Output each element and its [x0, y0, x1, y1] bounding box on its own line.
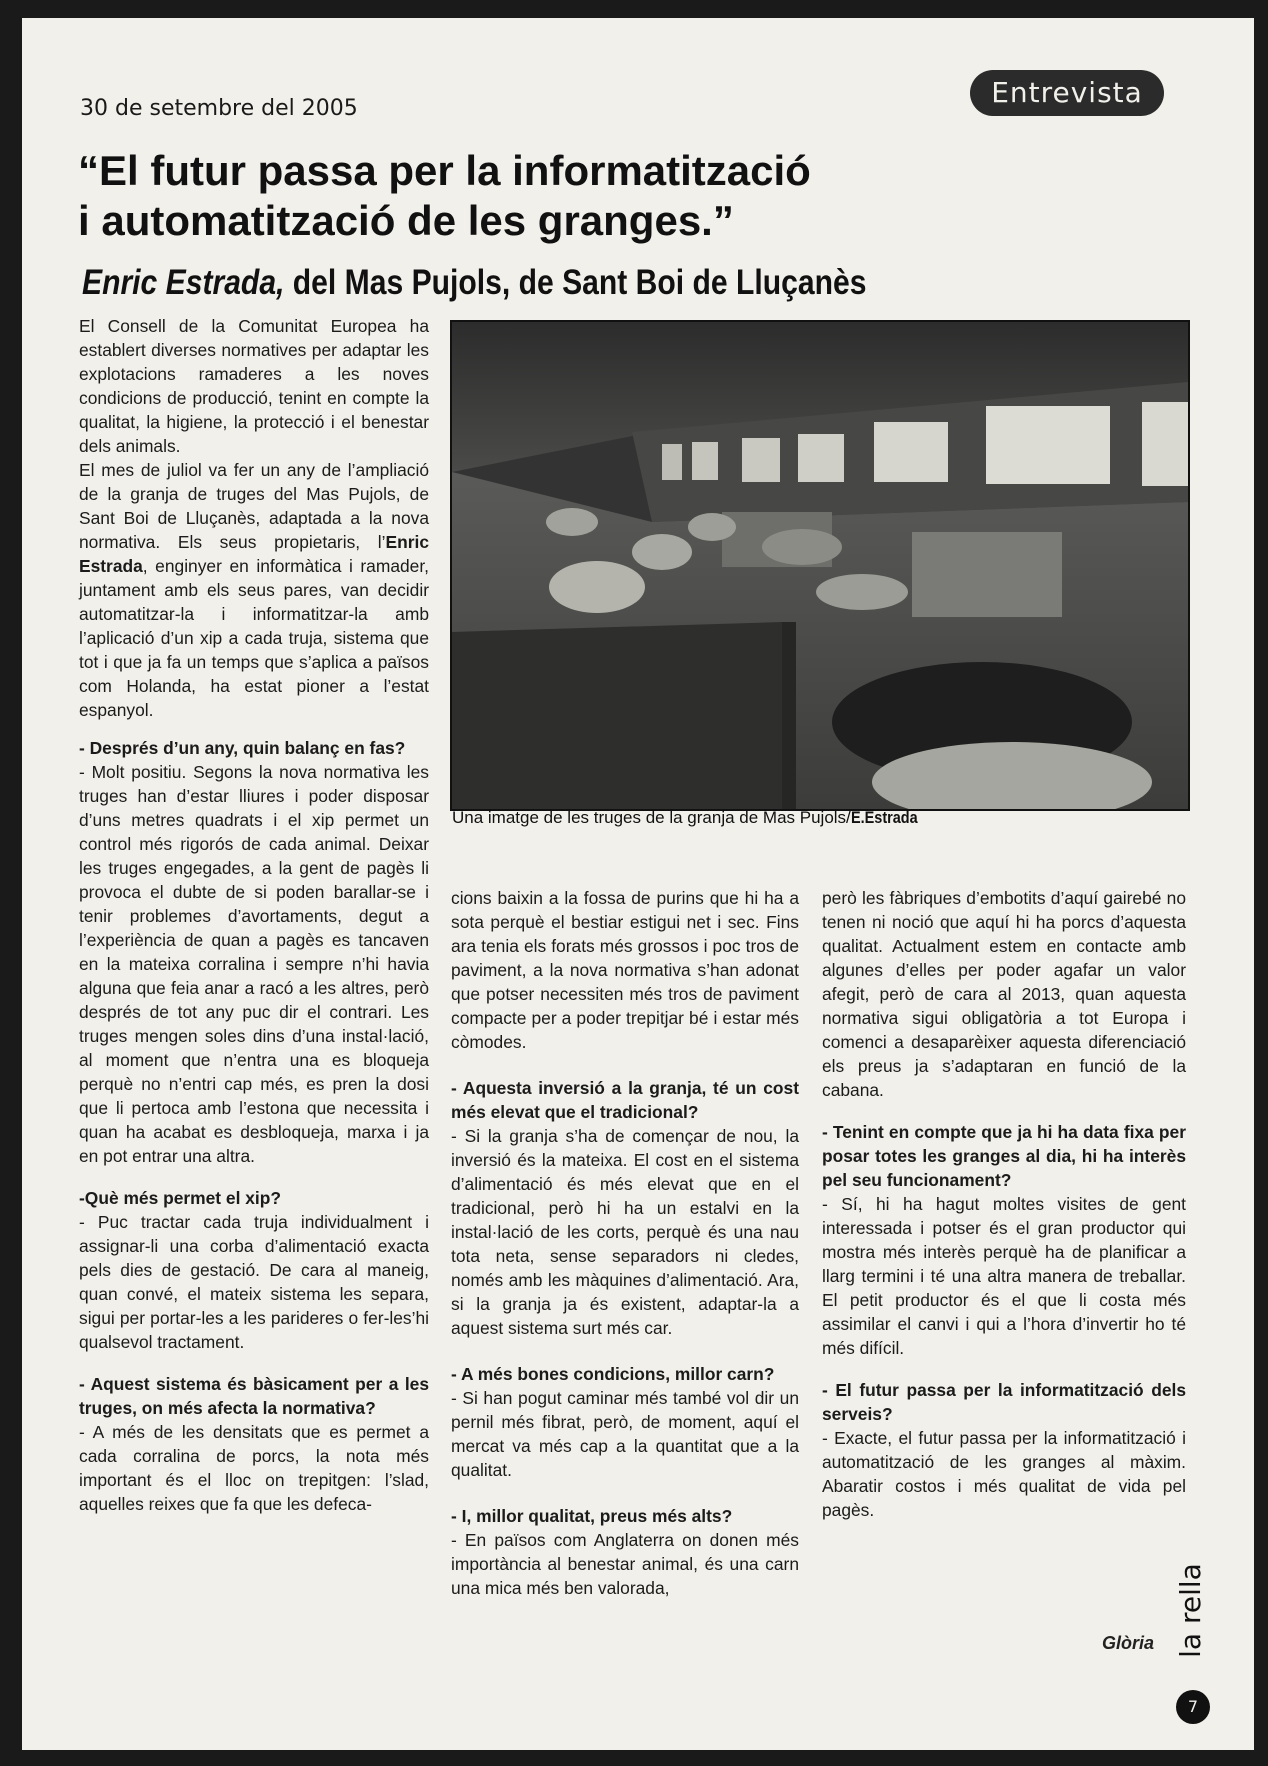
answer-7: - Sí, hi ha hagut moltes visites de gent interessada i potser és el gran productor qui mostra més interès perquè ha de planificar a llarg termini i té una altra manera de treballar. El petit productor és el que li costa més assimilar el canvi i qui a l’hora d’invertir ho té més difícil. [822, 1194, 1186, 1358]
question-2: -Què més permet el xip? [79, 1188, 281, 1208]
author-signature: Glòria [1102, 1633, 1155, 1653]
pig-barn-photo [452, 322, 1188, 809]
title-line-1: “El futur passa per la informatització [78, 147, 811, 194]
question-1: - Després d’un any, quin balanç en fas? [79, 738, 406, 758]
answer-2: - Puc tractar cada truja individualment i assignar-li una corba d’alimentació exacta pels dies de gestació. De cara al maneig, quan convé, el mateix sistema les separa, sigui per portar-les a les parideres o fer-les’hi qualsevol tractament. [79, 1212, 429, 1352]
question-6: - I, millor qualitat, preus més alts? [451, 1506, 733, 1526]
question-5: - A més bones condicions, millor carn? [451, 1364, 775, 1384]
title-line-2: i automatització de les granges.” [78, 197, 734, 244]
intro-paragraph-2: El mes de juliol va fer un any de l’ampliació de la granja de truges del Mas Pujols, de Sant Boi de Lluçanès, adaptada a la nova normativa. Els seus propietaris, l’Enric Estrada, enginyer en informàtica i ramader, juntament amb els seus pares, van decidir automatitzar-la i informatitzar-la amb l’aplicació d’un xip a cada truja, sistema que tot i que ja fa un temps que s’aplica a països com Holanda, ha estat pioner a l’estat espanyol. [79, 460, 429, 720]
question-4: - Aquesta inversió a la granja, té un cost més elevat que el tradicional? [451, 1078, 799, 1122]
answer-5: - Si han pogut caminar més també vol dir un pernil més fibrat, però, de moment, aquí el mercat va més cap a la quantitat que a la qualitat. [451, 1388, 799, 1480]
photo-credit: E.Estrada [850, 808, 918, 827]
magazine-page [22, 18, 1254, 1750]
photo-caption: Una imatge de les truges de la granja de Mas Pujols/E.Estrada [452, 808, 918, 827]
answer-4: - Si la granja s’ha de començar de nou, la inversió és la mateixa. El cost en el sistema d’alimentació és més elevat que en el tradicional, però hi ha un estalvi en la instal·lació de les corts, perquè és una nau tota neta, sense separadors ni cledes, només amb les màquines d’alimentació. Ara, si la granja ja és existent, adaptar-la a aquest sistema surt més car. [451, 1126, 799, 1338]
column-1 [79, 314, 429, 1516]
publication-brand: la rella [1173, 1563, 1207, 1658]
section-badge: Entrevista [970, 70, 1164, 116]
subtitle-rest: del Mas Pujols, de Sant Boi de Lluçanès [284, 263, 867, 302]
issue-date: 30 de setembre del 2005 [80, 96, 358, 121]
intro-paragraph-1: El Consell de la Comunitat Europea ha establert diverses normatives per adaptar les explotacions ramaderes a les noves condicions de producció, tenint en compte la qualitat, la higiene, la protecció i el benestar dels animals. [79, 316, 429, 456]
column-3 [822, 886, 1186, 1522]
subtitle-name: Enric Estrada, [82, 263, 285, 302]
page-number: 7 [1176, 1690, 1210, 1724]
question-7: - Tenint en compte que ja hi ha data fixa per posar totes les granges al dia, hi ha interès pel seu funcionament? [822, 1122, 1186, 1190]
question-3: - Aquest sistema és bàsicament per a les truges, on més afecta la normativa? [79, 1374, 429, 1418]
question-8: - El futur passa per la informatització dels serveis? [822, 1380, 1186, 1424]
article-title [78, 146, 1038, 246]
answer-6-continued: però les fàbriques d’embotits d’aquí gairebé no tenen ni noció que aquí hi ha porcs d’aquesta qualitat. Actualment estem en contacte amb algunes d’elles per poder agafar un valor afegit, però de cara al 2013, quan aquesta normativa sigui obligatòria a tot Europa i comenci a desaparèixer aquesta diferenciació els preus ja s’adaptaran en funció de la cabana. [822, 888, 1186, 1100]
answer-8: - Exacte, el futur passa per la informatització i automatització de les granges al màxim. Abaratir costos i més qualitat de vida pel pagès. [822, 1428, 1186, 1520]
article-subtitle [82, 263, 1028, 303]
interviewee-name: Enric Estrada [79, 532, 429, 576]
answer-1: - Molt positiu. Segons la nova normativa les truges han d’estar lliures i poder disposar d’uns metres quadrats i el xip permet un control més rigorós de cada animal. Deixar les truges engegades, a la gent de pagès li provoca el dubte de si poden barallar-se i tenir problemes d’avortaments, degut a l’experiència de quan a pagès es tancaven en la mateixa corralina i sempre n’hi havia alguna que feia anar a racó a les altres, però després de tot any puc dir el contrari. Les truges mengen soles dins d’una instal·lació, al moment que n’entra una es bloqueja perquè no n’entri cap més, es pren la dosi que li pertoca amb l’estona que necessita i quan ha acabat es desbloqueja, marxa i ja en pot entrar una altra. [79, 762, 429, 1166]
answer-3: - A més de les densitats que es permet a cada corralina de porcs, la nota més important és el lloc on trepitgen: l’slad, aquelles reixes que fa que les defeca- [79, 1422, 429, 1514]
article-photo [450, 320, 1190, 811]
answer-3-continued: cions baixin a la fossa de purins que hi ha a sota perquè el bestiar estigui net i sec. Fins ara tenia els forats més grossos i poc tros de paviment, a la nova normativa s’han adonat que potser necessiten més tros de paviment compacte per a poder trepitjar bé i estar més còmodes. [451, 888, 799, 1052]
answer-6: - En països com Anglaterra on donen més importància al benestar animal, és una carn una mica més ben valorada, [451, 1530, 799, 1598]
column-2 [451, 886, 799, 1600]
